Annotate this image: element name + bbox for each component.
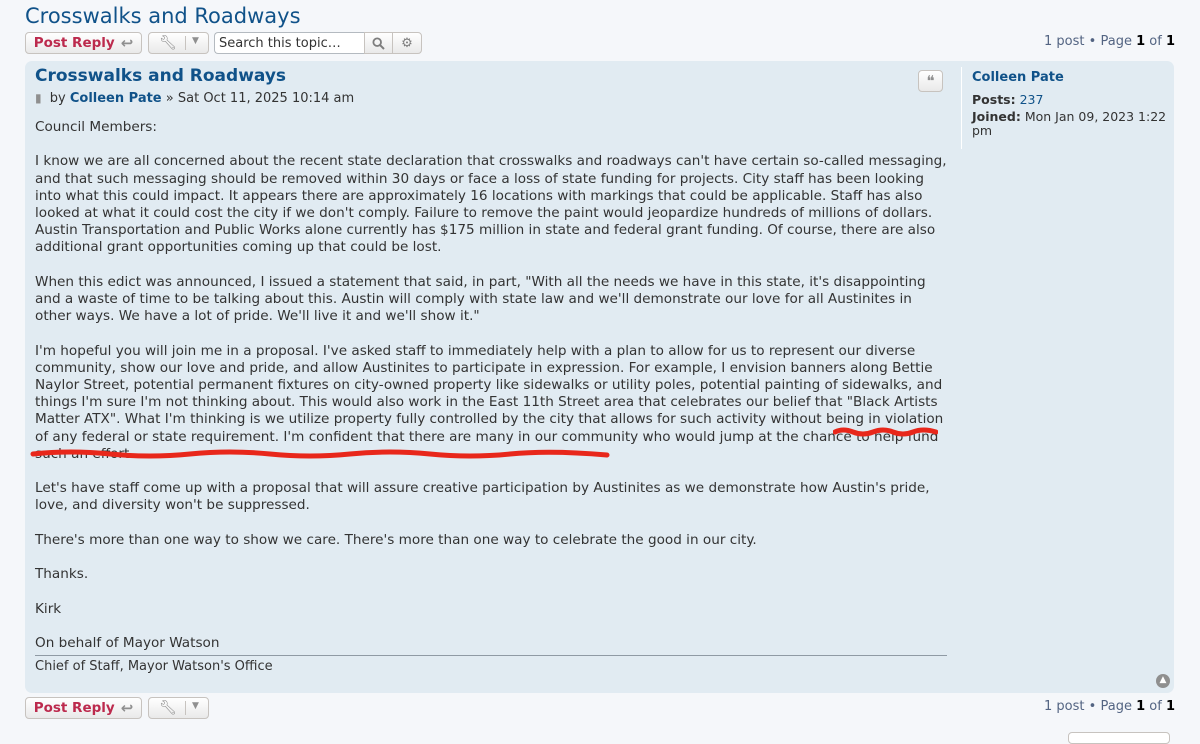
post-content [35,119,947,669]
current-page: 1 [1136,699,1146,714]
topic-tools-button[interactable] [148,32,209,54]
post-reply-button[interactable] [25,32,142,54]
chevron-down-icon: ▼ [192,36,199,46]
joined-label: Joined: [972,108,1021,124]
quote-icon: ❝ [926,72,935,90]
topic-tools-button[interactable] [148,697,209,719]
paragraph: Let's have staff come up with a proposal that will assure creative participation by Austinites as we demonstrate how Austin's pride, love, and diversity won't be suppressed. [35,480,930,514]
bullet: • [1088,34,1097,49]
wrench-icon: 🔧︎ [159,700,177,716]
topic-title[interactable]: Crosswalks and Roadways [25,4,301,28]
posts-count[interactable]: 237 [1019,92,1044,107]
current-page: 1 [1136,34,1146,49]
magnifier-icon [372,37,385,50]
page-word: Page [1100,34,1132,49]
post-reply-button[interactable] [25,697,142,719]
posts-label: Posts: [972,92,1016,107]
paragraph: On behalf of Mayor Watson [35,634,220,651]
search-topic-input[interactable] [214,32,364,54]
joined-date: Mon Jan 09, 2023 1:22 pm [972,108,1167,138]
paragraph: I'm hopeful you will join me in a proposal. I've asked staff to immediately help with a plan to allow for us to represent our diverse community, show our love and pride, and allow Austinites to participate in expression. For example, I envision banners along Bettie Naylor Street, potential permanent fixtures on city-owned property like sidewalks or utility poles, potential painting of sidewalks, and things I'm sure I'm not thinking about. This would also work in the East 11th Street area that celebrates our belief that "Black Artists Matter ATX". What I'm thinking is we utilize property fully controlled by the city that allows for such activity without being in violation of any federal or state requirement. I'm confident that there are many in our community who would jump at the chance to help fund such an effort. [35,342,944,462]
post [25,61,1174,693]
post-author-line [35,91,354,106]
paragraph: I know we are all concerned about the recent state declaration that crosswalks and roadways can't have certain so-called messaging, and that such messaging should be removed within 30 days or face a loss of state funding for projects. City staff has been looking into what this could impact. It appears there are approximately 16 locations with markings that could be applicable. Staff has also looked at what it could cost the city if we don't comply. Failure to remove the paint would jeopardize hundreds of millions of dollars. Austin Transportation and Public Works alone currently has $175 million in state and federal grant funding. Of course, there are also additional grant opportunities coming up that could be lost. [35,153,947,256]
jump-to-select[interactable] [1068,732,1170,744]
post-count: 1 post [1044,34,1085,49]
quote-button[interactable] [918,70,943,92]
signature: Chief of Staff, Mayor Watson's Office [35,659,273,674]
reply-arrow-icon: ↩ [120,34,134,52]
divider [185,701,186,715]
post-reply-label: Post Reply [33,700,115,716]
of-word: of [1149,34,1162,49]
back-to-top-icon[interactable]: ▲ [1156,674,1170,688]
paragraph: Kirk [35,600,62,617]
pagination [1044,699,1175,714]
profile-divider [961,67,962,149]
paragraph: Council Members: [35,119,157,135]
divider [185,36,186,50]
chevron-down-icon: ▼ [192,701,199,711]
paragraph: Thanks. [35,566,89,583]
by-label: by [49,91,66,106]
reply-arrow-icon: ↩ [120,699,134,717]
advanced-search-button[interactable] [392,32,422,54]
total-pages: 1 [1165,699,1175,714]
post-reply-label: Post Reply [33,35,115,51]
post-date: Sat Oct 11, 2025 10:14 am [177,91,355,106]
signature-divider [35,655,947,656]
profile-username[interactable]: Colleen Pate [972,70,1064,85]
post-count: 1 post [1044,699,1085,714]
total-pages: 1 [1165,34,1175,49]
pagination [1044,34,1175,49]
date-separator: » [165,91,174,106]
post-title[interactable]: Crosswalks and Roadways [35,66,287,86]
author-link[interactable]: Colleen Pate [69,91,162,106]
gear-icon: ⚙ [401,35,413,51]
page-word: Page [1100,699,1132,714]
paragraph: There's more than one way to show we care. There's more than one way to celebrate the good in our city. [35,531,757,548]
action-bar-bottom [25,697,1175,721]
post-file-icon[interactable]: ▮ [35,91,42,105]
paragraph: When this edict was announced, I issued a statement that said, in part, "With all the needs we have in this state, it's disappointing and a waste of time to be talking about this. Austin will comply with state law and we'll demonstrate our love for all Austinites in other ways. We have a lot of pride. We'll live it and we'll show it." [35,273,926,325]
bullet: • [1088,699,1097,714]
post-profile [972,69,1172,139]
search-button[interactable] [364,32,393,54]
wrench-icon: 🔧︎ [159,35,177,51]
action-bar-top [25,32,1175,56]
of-word: of [1149,699,1162,714]
